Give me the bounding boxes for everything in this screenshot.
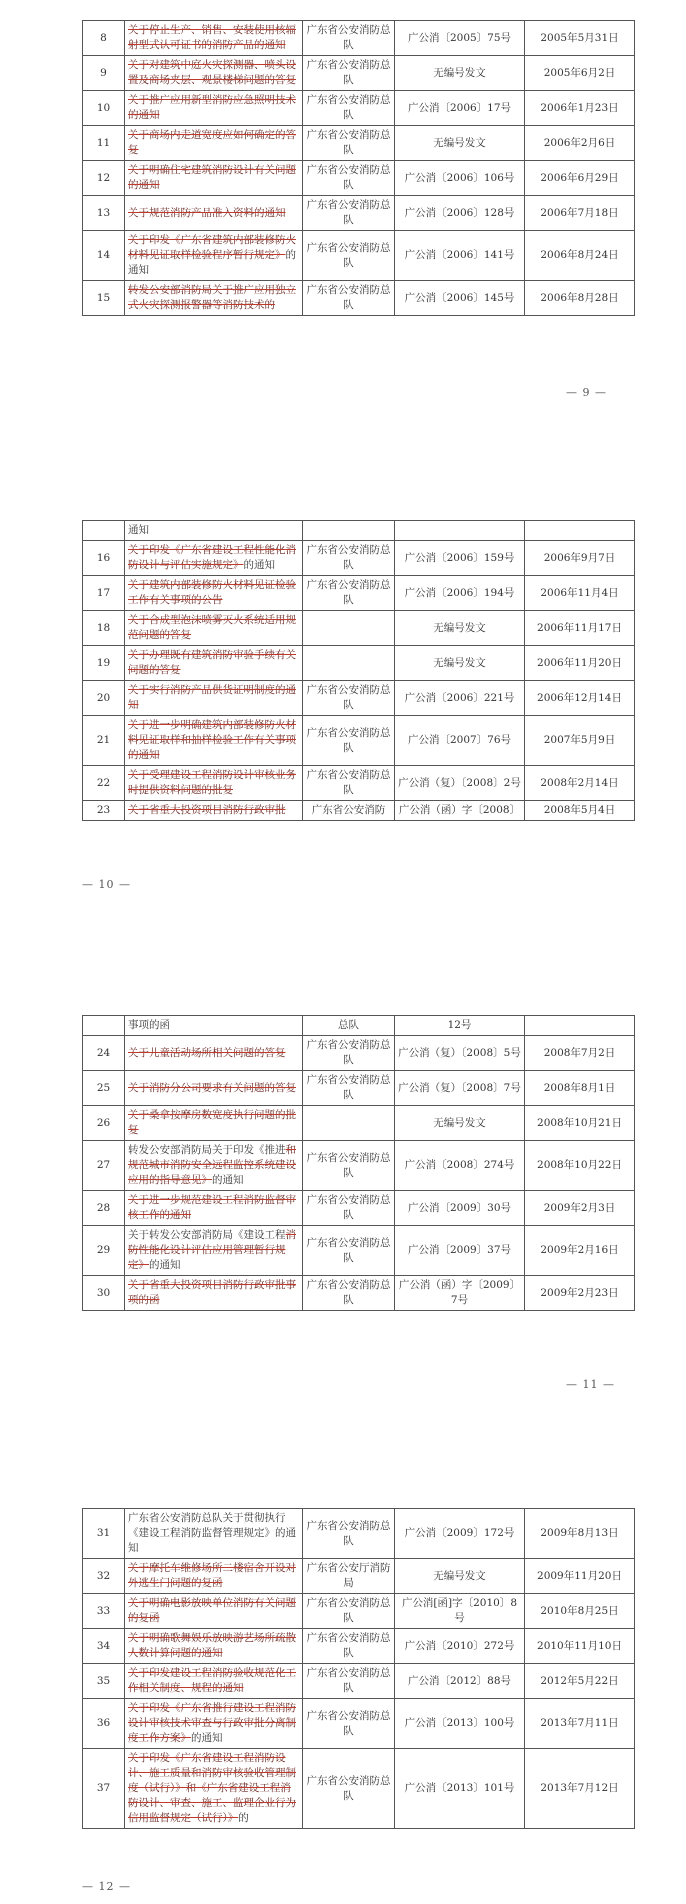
document-table — [82, 520, 635, 821]
table-body — [83, 521, 635, 821]
document-number: 广公消〔2006〕145号 — [395, 281, 525, 316]
title-struck-text: 关于摩托车维修场所二楼宿舍开设对外逃生门问题的复函 — [128, 1562, 296, 1589]
page-number: — 12 — — [82, 1880, 131, 1893]
row-number: 20 — [83, 681, 125, 716]
table-row — [83, 1141, 635, 1191]
document-title — [125, 1016, 303, 1036]
title-struck-text: 关于对建筑中庭火灾探测器、喷头设置及商场夹层、观景楼梯问题的答复 — [128, 59, 296, 86]
title-struck-text: 关于规范消防产品准入资料的通知 — [128, 206, 286, 219]
document-number: 无编号发文 — [395, 1559, 525, 1594]
table-row — [83, 1036, 635, 1071]
issue-date: 2008年10月22日 — [525, 1141, 635, 1191]
issue-date: 2006年6月29日 — [525, 161, 635, 196]
title-struck-text: 关于儿童活动场所相关问题的答复 — [128, 1046, 286, 1059]
table-row — [83, 21, 635, 56]
issue-date: 2008年5月4日 — [525, 801, 635, 821]
table-row — [83, 611, 635, 646]
document-title — [125, 766, 303, 801]
title-plain-suffix: 的通知 — [212, 1174, 244, 1186]
issuing-unit — [303, 521, 395, 541]
title-plain-suffix: 的 — [238, 1812, 249, 1824]
issue-date: 2013年7月12日 — [525, 1749, 635, 1829]
issue-date — [525, 521, 635, 541]
title-plain-text: 转发公安部消防局关于印发《推进 — [128, 1144, 286, 1156]
row-number: 22 — [83, 766, 125, 801]
document-title — [125, 1141, 303, 1191]
table-row — [83, 126, 635, 161]
document-number: 广公消〔2010〕272号 — [395, 1629, 525, 1664]
table-row — [83, 1749, 635, 1829]
issuing-unit: 广东省公安消防总队 — [303, 21, 395, 56]
document-number: 广公消〔2005〕75号 — [395, 21, 525, 56]
document-number: 广公消〔2006〕221号 — [395, 681, 525, 716]
title-struck-text: 关于印发《广东省建设工程性能化消防设计与评估实施规定》 — [128, 544, 296, 571]
title-struck-text: 消防性能化设计评估应用管理暂行规定》 — [128, 1229, 296, 1271]
issuing-unit: 广东省公安消防总队 — [303, 541, 395, 576]
page-number: — 11 — — [566, 1378, 615, 1391]
document-title — [125, 576, 303, 611]
title-struck-text: 转发公安部消防局关于推广应用独立式火灾探测报警器等消防技术的 — [128, 284, 296, 311]
title-struck-text: 关于办理既有建筑消防审验手续有关问题的答复 — [128, 649, 296, 676]
issue-date: 2006年11月17日 — [525, 611, 635, 646]
title-struck-text: 关于省重大投资项目消防行政审批 — [128, 804, 286, 816]
table-body — [83, 21, 635, 316]
document-number: 广公消（复）〔2008〕5号 — [395, 1036, 525, 1071]
row-number: 36 — [83, 1699, 125, 1749]
table-row — [83, 1594, 635, 1629]
table-row — [83, 716, 635, 766]
issue-date: 2006年11月4日 — [525, 576, 635, 611]
title-struck-text: 关于消防分公司要求有关问题的答复 — [128, 1081, 296, 1094]
issuing-unit: 广东省公安消防 — [303, 801, 395, 821]
page-12 — [82, 1508, 634, 1829]
row-number: 16 — [83, 541, 125, 576]
row-number: 11 — [83, 126, 125, 161]
table-row — [83, 91, 635, 126]
issue-date: 2013年7月11日 — [525, 1699, 635, 1749]
title-struck-text: 关于明确电影放映单位消防有关问题的复函 — [128, 1597, 296, 1624]
issue-date: 2006年7月18日 — [525, 196, 635, 231]
document-title — [125, 611, 303, 646]
row-number: 24 — [83, 1036, 125, 1071]
row-number: 32 — [83, 1559, 125, 1594]
table-row — [83, 766, 635, 801]
issue-date: 2009年11月20日 — [525, 1559, 635, 1594]
issuing-unit: 广东省公安消防总队 — [303, 576, 395, 611]
row-number: 37 — [83, 1749, 125, 1829]
document-title — [125, 91, 303, 126]
table-row — [83, 1559, 635, 1594]
row-number: 8 — [83, 21, 125, 56]
table-row — [83, 56, 635, 91]
title-struck-text: 关于受理建设工程消防设计审核业务时提供资料问题的批复 — [128, 769, 296, 796]
table-row — [83, 681, 635, 716]
issue-date: 2009年2月23日 — [525, 1276, 635, 1311]
document-number: 广公消〔2009〕30号 — [395, 1191, 525, 1226]
document-title — [125, 1749, 303, 1829]
document-number — [395, 521, 525, 541]
issuing-unit: 广东省公安消防总队 — [303, 766, 395, 801]
issue-date: 2008年10月21日 — [525, 1106, 635, 1141]
document-title — [125, 1699, 303, 1749]
document-title — [125, 281, 303, 316]
row-number: 34 — [83, 1629, 125, 1664]
document-number: 广公消（复）〔2008〕7号 — [395, 1071, 525, 1106]
issue-date: 2006年12月14日 — [525, 681, 635, 716]
document-number: 广公消（函）字〔2008〕 — [395, 801, 525, 821]
document-number: 无编号发文 — [395, 611, 525, 646]
document-title — [125, 681, 303, 716]
row-number: 30 — [83, 1276, 125, 1311]
document-number: 广公消〔2007〕76号 — [395, 716, 525, 766]
row-number: 13 — [83, 196, 125, 231]
issuing-unit: 广东省公安消防总队 — [303, 1226, 395, 1276]
document-number: 广公消〔2012〕88号 — [395, 1664, 525, 1699]
title-plain-text: 广东省公安消防总队关于贯彻执行《建设工程消防监督管理规定》的通知 — [128, 1512, 296, 1554]
issuing-unit: 广东省公安消防总队 — [303, 716, 395, 766]
title-plain-text: 关于转发公安部消防局《建设工程 — [128, 1229, 286, 1241]
document-number: 广公消〔2009〕37号 — [395, 1226, 525, 1276]
document-number: 广公消〔2006〕106号 — [395, 161, 525, 196]
document-title — [125, 161, 303, 196]
document-title — [125, 801, 303, 821]
table-row — [83, 646, 635, 681]
issuing-unit — [303, 646, 395, 681]
page-10 — [82, 520, 634, 821]
title-plain-text: 的通知 — [128, 249, 296, 276]
table-row — [83, 576, 635, 611]
row-number: 29 — [83, 1226, 125, 1276]
issue-date: 2006年8月28日 — [525, 281, 635, 316]
table-row — [83, 196, 635, 231]
title-plain-text: 的通知 — [243, 559, 275, 571]
issuing-unit — [303, 611, 395, 646]
issuing-unit: 广东省公安消防总队 — [303, 681, 395, 716]
title-struck-text: 关于实行消防产品供货证明制度的通知 — [128, 684, 296, 711]
document-number: 无编号发文 — [395, 56, 525, 91]
row-number: 26 — [83, 1106, 125, 1141]
title-struck-text: 关于明确歌舞娱乐放映游艺场所疏散人数计算问题的通知 — [128, 1632, 296, 1659]
issuing-unit: 广东省公安消防总队 — [303, 1594, 395, 1629]
document-title — [125, 716, 303, 766]
title-plain-suffix: 的通知 — [149, 1259, 181, 1271]
document-number: 广公消〔2006〕141号 — [395, 231, 525, 281]
issue-date: 2007年5月9日 — [525, 716, 635, 766]
issuing-unit: 广东省公安消防总队 — [303, 1276, 395, 1311]
row-number: 17 — [83, 576, 125, 611]
row-number: 18 — [83, 611, 125, 646]
document-title — [125, 1509, 303, 1559]
table-row — [83, 1509, 635, 1559]
document-title — [125, 1594, 303, 1629]
row-number — [83, 1016, 125, 1036]
row-number: 19 — [83, 646, 125, 681]
title-plain-text: 事项的函 — [128, 1019, 170, 1031]
issuing-unit: 广东省公安消防总队 — [303, 91, 395, 126]
issuing-unit: 广东省公安消防总队 — [303, 1141, 395, 1191]
issue-date: 2010年8月25日 — [525, 1594, 635, 1629]
issuing-unit: 广东省公安厅消防局 — [303, 1559, 395, 1594]
table-row — [83, 801, 635, 821]
title-struck-text: 关于印发建设工程消防验收规范化工作相关制度、规程的通知 — [128, 1667, 296, 1694]
title-struck-text: 关于建筑内部装修防火材料见证检验工作有关事项的公告 — [128, 579, 296, 606]
document-number: 广公消〔2009〕172号 — [395, 1509, 525, 1559]
row-number: 31 — [83, 1509, 125, 1559]
table-row — [83, 1629, 635, 1664]
row-number: 35 — [83, 1664, 125, 1699]
document-title — [125, 196, 303, 231]
issuing-unit: 广东省公安消防总队 — [303, 1629, 395, 1664]
title-struck-text: 关于明确住宅建筑消防设计有关问题的通知 — [128, 164, 296, 191]
page-11 — [82, 1015, 634, 1311]
table-row — [83, 1016, 635, 1036]
title-struck-text: 关于合成型泡沫喷雾灭火系统适用规范问题的答复 — [128, 614, 296, 641]
issuing-unit: 广东省公安消防总队 — [303, 161, 395, 196]
document-table — [82, 1015, 635, 1311]
issuing-unit: 广东省公安消防总队 — [303, 281, 395, 316]
row-number: 14 — [83, 231, 125, 281]
issuing-unit: 广东省公安消防总队 — [303, 126, 395, 161]
document-number: 广公消〔2008〕274号 — [395, 1141, 525, 1191]
title-struck-text: 关于进一步明确建筑内部装修防火材料见证取样和抽样检验工作有关事项的通知 — [128, 719, 296, 761]
row-number: 33 — [83, 1594, 125, 1629]
document-title — [125, 1226, 303, 1276]
issue-date: 2005年5月31日 — [525, 21, 635, 56]
issue-date: 2006年11月20日 — [525, 646, 635, 681]
title-struck-text: 关于印发《广东省建设工程消防设计、施工质量和消防审核验收管理制度（试行）》和《广东省建设工程消防设计、审查、施工、监理企业行为信用监督规定（试行）》 — [128, 1752, 296, 1824]
table-row — [83, 231, 635, 281]
issue-date: 2009年2月3日 — [525, 1191, 635, 1226]
issuing-unit: 广东省公安消防总队 — [303, 56, 395, 91]
row-number — [83, 521, 125, 541]
document-title — [125, 1036, 303, 1071]
row-number: 10 — [83, 91, 125, 126]
document-number: 无编号发文 — [395, 1106, 525, 1141]
issue-date: 2008年7月2日 — [525, 1036, 635, 1071]
issue-date: 2009年2月16日 — [525, 1226, 635, 1276]
document-title — [125, 1191, 303, 1226]
row-number: 27 — [83, 1141, 125, 1191]
document-title — [125, 541, 303, 576]
document-title — [125, 21, 303, 56]
page-number: — 9 — — [566, 386, 607, 399]
issue-date: 2008年8月1日 — [525, 1071, 635, 1106]
document-number: 广公消〔2006〕159号 — [395, 541, 525, 576]
issuing-unit: 广东省公安消防总队 — [303, 1071, 395, 1106]
issuing-unit: 广东省公安消防总队 — [303, 1699, 395, 1749]
document-title — [125, 1276, 303, 1311]
row-number: 25 — [83, 1071, 125, 1106]
table-row — [83, 541, 635, 576]
document-table — [82, 1508, 635, 1829]
document-number: 广公消[函]字〔2010〕8号 — [395, 1594, 525, 1629]
title-struck-text: 关于商场内走道宽度应如何确定的答复 — [128, 129, 296, 156]
title-struck-text: 关于印发《广东省推行建设工程消防设计审核技术审查与行政审批分离制度工作方案》 — [128, 1702, 296, 1744]
row-number: 23 — [83, 801, 125, 821]
table-row — [83, 1276, 635, 1311]
document-number: 无编号发文 — [395, 646, 525, 681]
document-table — [82, 20, 635, 316]
title-struck-text: 关于印发《广东省建筑内部装修防火材料见证取样检验程序暂行规定》 — [128, 234, 296, 261]
issuing-unit: 广东省公安消防总队 — [303, 231, 395, 281]
page-9 — [82, 20, 634, 316]
issuing-unit: 广东省公安消防总队 — [303, 196, 395, 231]
issue-date: 2009年8月13日 — [525, 1509, 635, 1559]
issuing-unit: 总队 — [303, 1016, 395, 1036]
table-row — [83, 521, 635, 541]
issuing-unit: 广东省公安消防总队 — [303, 1749, 395, 1829]
document-number: 12号 — [395, 1016, 525, 1036]
title-plain-suffix: 的通知 — [191, 1732, 223, 1744]
title-struck-text: 关于推广应用新型消防应急照明技术的通知 — [128, 94, 296, 121]
issuing-unit — [303, 1106, 395, 1141]
row-number: 9 — [83, 56, 125, 91]
issue-date: 2005年6月2日 — [525, 56, 635, 91]
issue-date: 2006年8月24日 — [525, 231, 635, 281]
table-row — [83, 1699, 635, 1749]
document-number: 广公消〔2006〕194号 — [395, 576, 525, 611]
table-row — [83, 1664, 635, 1699]
issue-date: 2006年9月7日 — [525, 541, 635, 576]
document-number: 广公消〔2006〕17号 — [395, 91, 525, 126]
issuing-unit: 广东省公安消防总队 — [303, 1036, 395, 1071]
document-title — [125, 646, 303, 681]
document-number: 无编号发文 — [395, 126, 525, 161]
document-number: 广公消（复）〔2008〕2号 — [395, 766, 525, 801]
table-row — [83, 281, 635, 316]
title-struck-text: 和规范城市消防安全远程监控系统建设应用的指导意见》 — [128, 1144, 296, 1186]
title-struck-text: 关于省重大投资项目消防行政审批事项的函 — [128, 1279, 296, 1306]
issuing-unit: 广东省公安消防总队 — [303, 1664, 395, 1699]
row-number: 15 — [83, 281, 125, 316]
issue-date: 2010年11月10日 — [525, 1629, 635, 1664]
document-title — [125, 1106, 303, 1141]
page-number: — 10 — — [82, 878, 131, 891]
title-struck-text: 关于桑拿按摩房数宽度执行问题的批复 — [128, 1109, 296, 1136]
table-row — [83, 161, 635, 196]
title-plain-text: 通知 — [128, 524, 149, 536]
issuing-unit: 广东省公安消防总队 — [303, 1191, 395, 1226]
table-row — [83, 1071, 635, 1106]
document-title — [125, 1559, 303, 1594]
table-row — [83, 1226, 635, 1276]
document-title — [125, 231, 303, 281]
issue-date — [525, 1016, 635, 1036]
row-number: 21 — [83, 716, 125, 766]
document-title — [125, 521, 303, 541]
table-body — [83, 1016, 635, 1311]
issuing-unit: 广东省公安消防总队 — [303, 1509, 395, 1559]
row-number: 12 — [83, 161, 125, 196]
document-number: 广公消〔2013〕101号 — [395, 1749, 525, 1829]
table-row — [83, 1106, 635, 1141]
table-row — [83, 1191, 635, 1226]
document-title — [125, 1664, 303, 1699]
document-title — [125, 1071, 303, 1106]
issue-date: 2006年1月23日 — [525, 91, 635, 126]
document-number: 广公消〔2006〕128号 — [395, 196, 525, 231]
document-title — [125, 56, 303, 91]
issue-date: 2008年2月14日 — [525, 766, 635, 801]
table-body — [83, 1509, 635, 1829]
document-number: 广公消（函）字〔2009〕7号 — [395, 1276, 525, 1311]
row-number: 28 — [83, 1191, 125, 1226]
issue-date: 2006年2月6日 — [525, 126, 635, 161]
document-title — [125, 1629, 303, 1664]
document-title — [125, 126, 303, 161]
document-number: 广公消〔2013〕100号 — [395, 1699, 525, 1749]
title-struck-text: 关于停止生产、销售、安装使用核辐射型式认可证书的消防产品的通知 — [128, 24, 296, 51]
title-struck-text: 关于进一步规范建设工程消防监督审核工作的通知 — [128, 1194, 296, 1221]
issue-date: 2012年5月22日 — [525, 1664, 635, 1699]
